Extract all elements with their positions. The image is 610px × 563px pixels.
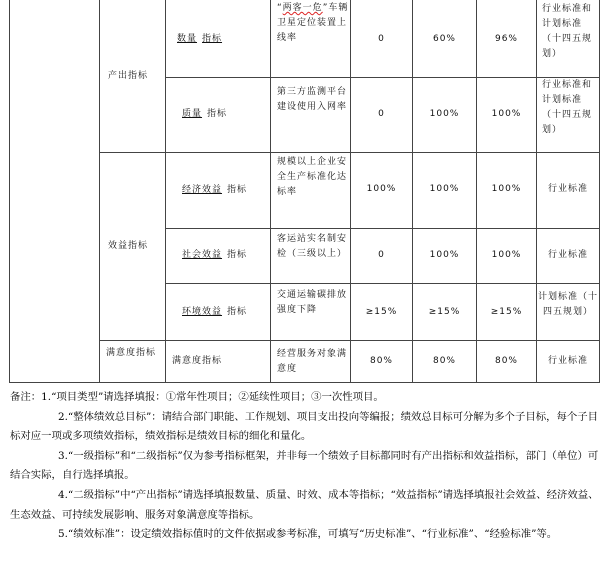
level3-indicator-text: “两客一危”车辆卫星定位装置上线率	[277, 3, 349, 43]
level2-quantity-label: 数量 指标	[177, 34, 223, 44]
level3-indicator-text: 第三方监测平台建设使用入网率	[277, 87, 348, 112]
value-cell: 100%	[366, 184, 397, 194]
value-cell: ≥15%	[365, 307, 398, 317]
value-cell: 80%	[369, 356, 393, 366]
value-cell: 0	[378, 250, 385, 260]
level1-output-label: 产出指标	[108, 71, 149, 81]
value-cell: 100%	[429, 184, 460, 194]
standard-cell: 行业标准和计划标准（十四五规划）	[542, 80, 593, 135]
value-cell: 100%	[429, 109, 460, 119]
level1-benefit-label: 效益指标	[108, 241, 149, 251]
level2-social-label: 社会效益 指标	[182, 250, 248, 260]
standard-cell: 行业标准	[547, 250, 588, 260]
value-cell: 100%	[429, 250, 460, 260]
value-cell: 100%	[491, 184, 522, 194]
level3-indicator-text: 经营服务对象满意度	[277, 349, 348, 374]
notes-section	[10, 388, 606, 545]
value-cell: 80%	[494, 356, 518, 366]
level3-indicator-text: 客运站实名制安检（三级以上）	[277, 234, 348, 259]
level2-economic-label: 经济效益 指标	[182, 185, 248, 195]
note-5: 5.“绩效标准”：设定绩效指标值时的文件依据或参考标准，可填写“历史标准”、“行业标准”、“经验标准”等。	[58, 528, 558, 541]
note-4: 4.“二级指标”中“产出指标”请选择填报数量、质量、时效、成本等指标；“效益指标”请选择填报社会效益、经济效益、生态效益、可持续发展影响、服务对象满意度等指标。	[10, 488, 599, 521]
standard-cell: 行业标准	[547, 184, 588, 194]
level2-satisfaction-label: 满意度指标	[172, 356, 223, 366]
standard-cell: 行业标准和计划标准（十四五规划）	[542, 4, 593, 59]
value-cell: 100%	[491, 109, 522, 119]
level1-satisfaction-label: 满意度指标	[106, 348, 157, 358]
note-2: 2.“整体绩效总目标”：请结合部门职能、工作规划、项目支出投向等编报；绩效总目标可分解为多个子目标，每个子目标对应一项或多项绩效指标，绩效指标是绩效目标的细化和量化。	[10, 410, 599, 443]
value-cell: 80%	[432, 356, 456, 366]
note-3: 3.“一级指标”和“二级指标”仅为参考指标框架，并非每一个绩效子目标都同时有产出指标和效益指标，部门（单位）可结合实际，自行选择填报。	[10, 449, 599, 482]
value-cell: 96%	[494, 34, 518, 44]
note-1: 备注：1.“项目类型”请选择填报：①常年性项目；②延续性项目；③一次性项目。	[10, 391, 384, 403]
standard-cell: 行业标准	[547, 356, 588, 366]
level2-quality-label: 质量 指标	[182, 109, 228, 119]
standard-cell: 计划标准（十四五规划）	[537, 292, 598, 317]
value-cell: ≥15%	[428, 307, 461, 317]
value-cell: 60%	[432, 34, 456, 44]
level2-environment-label: 环境效益 指标	[182, 307, 248, 317]
value-cell: 0	[378, 34, 385, 44]
value-cell: 100%	[491, 250, 522, 260]
level3-indicator-text: 规模以上企业安全生产标准化达标率	[277, 157, 348, 197]
level3-indicator-text: 交通运输碳排放强度下降	[277, 290, 348, 315]
value-cell: 0	[378, 109, 385, 119]
value-cell: ≥15%	[490, 307, 523, 317]
